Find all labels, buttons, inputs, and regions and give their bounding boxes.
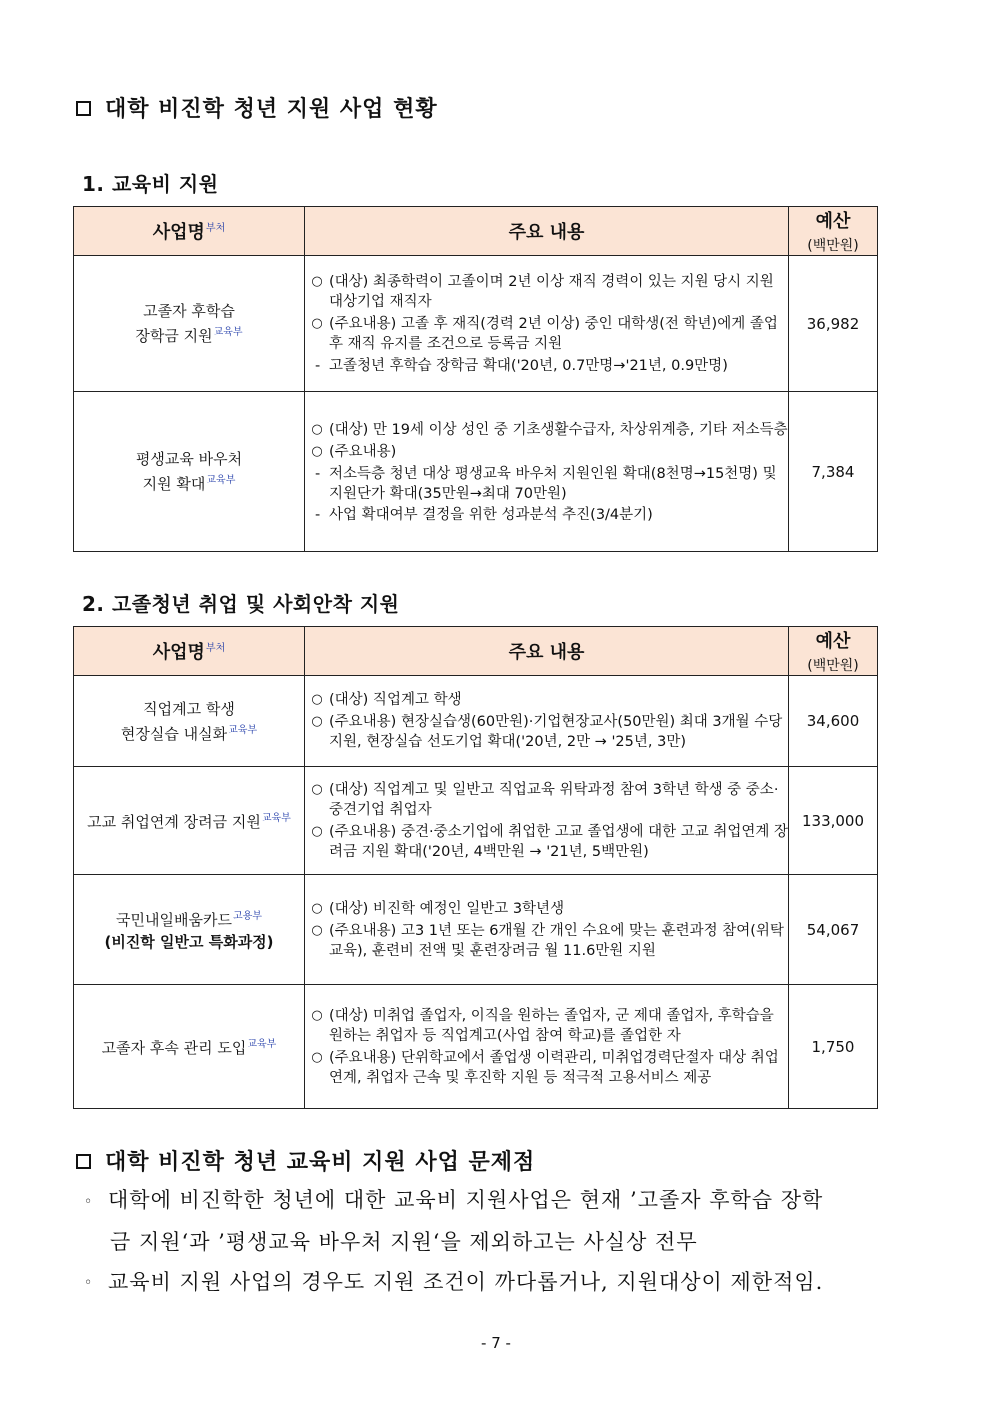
- section-title: 대학 비진학 청년 교육비 지원 사업 문제점: [105, 1150, 536, 1175]
- program-name: 고졸자 후속 관리 도입$^{교육부}$: [74, 985, 305, 1109]
- program-budget: 34,600: [789, 676, 878, 767]
- header-budget: 예산 (백만원): [789, 207, 878, 256]
- problem-paragraphs: ◦ 대학에 비진학한 청년에 대한 교육비 지원사업은 현재 ’고졸자 후학습 장학 금 지원‘과 ’평생교육 바우처 지원‘을 제외하고는 사실상 전무 ◦ 교육비 지원 사업의 경우도 지원 조건이 까다롭거나, 지원대상이 제한적임.: [84, 1180, 934, 1303]
- section-heading-status: [76, 92, 438, 123]
- program-content: ○ (대상) 비진학 예정인 일반고 3학년생 ○ (주요내용) 고3 1년 또는 6개월 간 개인 수요에 맞는 훈련과정 참여(위탁교육), 훈련비 전액 및 훈련장려금 월 11.6만원 지원: [305, 875, 789, 985]
- program-name: 직업계고 학생 현장실습 내실화$^{교육부}$: [74, 676, 305, 767]
- program-name: 평생교육 바우처 지원 확대$^{교육부}$: [74, 392, 305, 552]
- paragraph-1: ◦ 대학에 비진학한 청년에 대한 교육비 지원사업은 현재 ’고졸자 후학습 장학: [84, 1188, 824, 1212]
- program-name: 고졸자 후학습 장학금 지원$^{교육부}$: [74, 256, 305, 392]
- table-row: [74, 767, 878, 875]
- section-heading-problems: [76, 1145, 535, 1176]
- checkbox-square-icon: [76, 101, 91, 116]
- program-budget: 36,982: [789, 256, 878, 392]
- program-content: ○ (대상) 직업계고 학생 ○ (주요내용) 현장실습생(60만원)·기업현장교사(50만원) 최대 3개월 수당 지원, 현장실습 선도기업 확대('20년, 2만 → '25년, 3만): [305, 676, 789, 767]
- subheading-education-cost: 1. 교육비 지원: [82, 172, 219, 196]
- section-title: 대학 비진학 청년 지원 사업 현황: [105, 97, 438, 122]
- program-content: ○ (대상) 만 19세 이상 성인 중 기초생활수급자, 차상위계층, 기타 저소득층 ○ (주요내용) - 저소득층 청년 대상 평생교육 바우처 지원인원 확대(8천명→15천명) 및 지원단가 확대(35만원→최대 70만원) - 사업 확대여부 결정을 위한 성과분석 추진(3/4분기): [305, 392, 789, 552]
- header-content: 주요 내용: [305, 627, 789, 676]
- program-content: ○ (대상) 미취업 졸업자, 이직을 원하는 졸업자, 군 제대 졸업자, 후학습을 원하는 취업자 등 직업계고(사업 참여 학교)를 졸업한 자 ○ (주요내용) 단위학교에서 졸업생 이력관리, 미취업경력단절자 대상 취업연계, 취업자 근속 및 후진학 지원 등 적극적 고용서비스 제공: [305, 985, 789, 1109]
- program-budget: 1,750: [789, 985, 878, 1109]
- table-row: [74, 985, 878, 1109]
- employment-support-table: [73, 626, 878, 1109]
- checkbox-square-icon: [76, 1154, 91, 1169]
- education-support-table: [73, 206, 878, 552]
- program-content: ○ (대상) 직업계고 및 일반고 직업교육 위탁과정 참여 3학년 학생 중 중소·중견기업 취업자 ○ (주요내용) 중견·중소기업에 취업한 고교 졸업생에 대한 고교 취업연계 장려금 지원 확대('20년, 4백만원 → '21년, 5백만원): [305, 767, 789, 875]
- header-content: 주요 내용: [305, 207, 789, 256]
- subheading-employment-support: 2. 고졸청년 취업 및 사회안착 지원: [82, 592, 400, 616]
- header-name: 사업명$^{부처}$: [74, 627, 305, 676]
- program-content: ○ (대상) 최종학력이 고졸이며 2년 이상 재직 경력이 있는 지원 당시 지원 대상기업 재직자 ○ (주요내용) 고졸 후 재직(경력 2년 이상) 중인 대학생(전 학년)에게 졸업 후 재직 유지를 조건으로 등록금 지원 - 고졸청년 후학습 장학금 확대('20년, 0.7만명→'21년, 0.9만명): [305, 256, 789, 392]
- table-row: [74, 392, 878, 552]
- table-row: [74, 875, 878, 985]
- program-budget: 133,000: [789, 767, 878, 875]
- paragraph-2: ◦ 교육비 지원 사업의 경우도 지원 조건이 까다롭거나, 지원대상이 제한적임.: [84, 1269, 824, 1294]
- header-budget: 예산 (백만원): [789, 627, 878, 676]
- table-header-row: [74, 207, 878, 256]
- header-name: 사업명$^{부처}$: [74, 207, 305, 256]
- page-number: - 7 -: [481, 1334, 511, 1352]
- table-header-row: [74, 627, 878, 676]
- program-budget: 7,384: [789, 392, 878, 552]
- program-name: 국민내일배움카드$^{고용부}$ (비진학 일반고 특화과정): [74, 875, 305, 985]
- program-name: 고교 취업연계 장려금 지원$^{교육부}$: [74, 767, 305, 875]
- table-row: [74, 676, 878, 767]
- table-row: [74, 256, 878, 392]
- program-budget: 54,067: [789, 875, 878, 985]
